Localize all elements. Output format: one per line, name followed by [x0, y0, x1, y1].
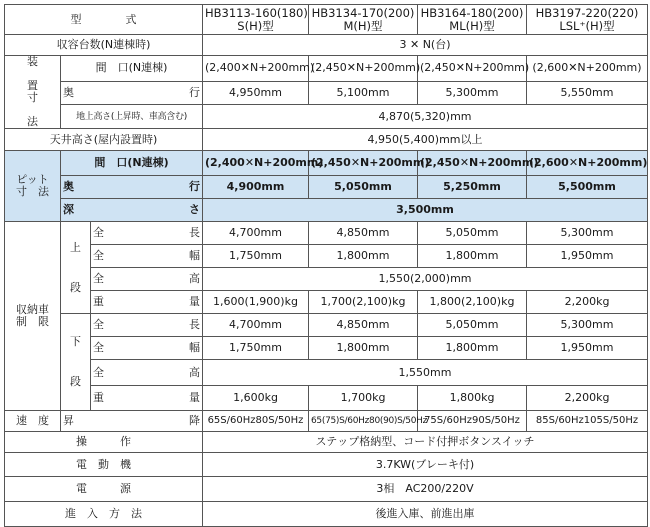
spec-table — [4, 4, 648, 527]
upper-weight-row — [5, 291, 648, 314]
label-char: 奥 — [63, 180, 130, 193]
device-frontage-row — [5, 56, 648, 82]
value-cell: (2,400✕N+200mm) — [203, 151, 309, 176]
label-char: 幅 — [189, 341, 200, 354]
value-cell: 5,300mm — [527, 222, 648, 245]
label-char: 奥 — [63, 86, 130, 100]
device-depth-label — [61, 81, 203, 105]
pit-deep-value: 3,500mm — [203, 199, 648, 222]
value-cell: 5,300mm — [418, 81, 527, 105]
lower-length-row — [5, 314, 648, 337]
label-char: 間 — [95, 61, 107, 75]
label-char: 量 — [189, 391, 200, 404]
vehicle-limit-group — [5, 222, 61, 411]
capacity-label: 収容台数(N連棟時) — [5, 35, 203, 56]
label-char: 降 — [189, 414, 200, 427]
lower-width-label — [91, 337, 203, 360]
group-char: 法 — [27, 115, 38, 128]
tier-char: 段 — [70, 375, 81, 388]
lower-height-row — [5, 360, 648, 386]
label-char: 高 — [189, 365, 200, 379]
value-cell: 4,700mm — [203, 314, 309, 337]
label-char: 間 — [94, 156, 106, 169]
value-cell: 4,850mm — [309, 222, 418, 245]
label-char: 重 — [93, 295, 145, 308]
tier-char: 段 — [70, 280, 81, 294]
label-char: 長 — [189, 318, 200, 331]
label-char: 全 — [93, 272, 145, 285]
label-char: 全 — [93, 318, 145, 331]
group-text: 寸 法 — [16, 185, 49, 198]
value-cell: 5,100mm — [309, 81, 418, 105]
device-frontage-label — [61, 56, 203, 82]
value-cell: 5,050mm — [309, 176, 418, 199]
value-cell: 75S/60Hz90S/50Hz — [418, 411, 527, 432]
pit-deep-row — [5, 199, 648, 222]
value-cell: 1,700kg — [309, 386, 418, 411]
value-cell: (2,600✕N+200mm) — [527, 56, 648, 82]
capacity-row — [5, 35, 648, 56]
model-code: HB3164-180(200) — [420, 5, 524, 20]
label-char: さ — [189, 203, 200, 216]
model-s — [203, 5, 309, 35]
tier-char: 上 — [70, 240, 81, 254]
model-type: ML(H)型 — [449, 18, 495, 33]
value-cell: 1,800(2,100)kg — [418, 291, 527, 314]
motor-value: 3.7KW(ブレーキ付) — [203, 453, 648, 477]
value-cell: 1,800kg — [418, 386, 527, 411]
upper-height-value: 1,550(2,000)mm — [203, 268, 648, 291]
value-cell: (2,400✕N+200mm) — [203, 56, 309, 82]
label-char: 全 — [93, 226, 145, 239]
upper-weight-label — [91, 291, 203, 314]
upper-length-label — [91, 222, 203, 245]
power-row — [5, 477, 648, 502]
value-cell: 5,050mm — [418, 314, 527, 337]
value-cell: 4,850mm — [309, 314, 418, 337]
value-cell: 5,250mm — [418, 176, 527, 199]
power-value: 3相 AC200/220V — [203, 477, 648, 502]
label-char: 高 — [189, 272, 200, 285]
value-cell: 65S/60Hz80S/50Hz — [203, 411, 309, 432]
label-char: 全 — [93, 365, 145, 379]
model-lsl — [527, 5, 648, 35]
upper-height-row — [5, 268, 648, 291]
group-char: 寸 — [27, 91, 38, 104]
device-height-value: 4,870(5,320)mm — [203, 105, 648, 129]
entry-label: 進 入 方 法 — [5, 502, 203, 527]
upper-width-row — [5, 245, 648, 268]
value-cell: 5,300mm — [527, 314, 648, 337]
device-depth-row — [5, 81, 648, 105]
value-cell: 1,800mm — [418, 337, 527, 360]
model-label-shiki: 式 — [125, 12, 137, 26]
ceiling-label: 天井高さ(屋内設置時) — [5, 129, 203, 151]
entry-value: 後進入庫、前進出庫 — [203, 502, 648, 527]
lower-weight-label — [91, 386, 203, 411]
lower-weight-row — [5, 386, 648, 411]
model-label-kata: 型 — [70, 12, 82, 26]
motor-row — [5, 453, 648, 477]
pit-depth-row — [5, 176, 648, 199]
tier-char: 下 — [70, 335, 81, 348]
operation-value: ステップ格納型、コード付押ボタンスイッチ — [203, 432, 648, 453]
group-char: 置 — [27, 79, 38, 92]
device-dimension-group — [5, 56, 61, 129]
label-text: 口(N連棟) — [116, 156, 169, 169]
label-char: 量 — [189, 295, 200, 308]
ceiling-value: 4,950(5,400)mm以上 — [203, 129, 648, 151]
lower-tier-label — [61, 314, 91, 411]
value-cell: 2,200kg — [527, 291, 648, 314]
lower-height-label — [91, 360, 203, 386]
value-cell: (2,600✕N+200mm) — [527, 151, 648, 176]
model-type: LSL⁺(H)型 — [559, 18, 615, 33]
label-char: 全 — [93, 341, 145, 354]
entry-row — [5, 502, 648, 527]
operation-label: 操 作 — [5, 432, 203, 453]
group-text: 制 限 — [16, 315, 49, 328]
speed-label: 速 度 — [5, 411, 61, 432]
model-type: M(H)型 — [343, 18, 383, 33]
value-cell: 1,600kg — [203, 386, 309, 411]
pit-deep-label — [61, 199, 203, 222]
value-cell: 4,700mm — [203, 222, 309, 245]
value-cell: 1,800mm — [309, 245, 418, 268]
model-header-cell — [5, 5, 203, 35]
upper-length-row — [5, 222, 648, 245]
label-text: 口(N連棟) — [117, 61, 168, 75]
label-char: 幅 — [189, 249, 200, 262]
device-height-label: 地上高さ(上昇時、車高含む) — [61, 105, 203, 129]
label-char: 全 — [93, 249, 145, 262]
upper-width-label — [91, 245, 203, 268]
value-cell: 1,750mm — [203, 245, 309, 268]
value-cell: 1,700(2,100)kg — [309, 291, 418, 314]
header-row — [5, 5, 648, 35]
value-cell: 1,600(1,900)kg — [203, 291, 309, 314]
value-cell: (2,450✕N+200mm) — [418, 56, 527, 82]
value-cell: 5,050mm — [418, 222, 527, 245]
value-cell: (2,450✕N+200mm) — [418, 151, 527, 176]
value-cell: 1,950mm — [527, 337, 648, 360]
value-cell: 65(75)S/60Hz80(90)S/50Hz — [309, 411, 418, 432]
model-code: HB3197-220(220) — [535, 5, 639, 20]
group-char: 装 — [27, 55, 38, 68]
lower-width-row — [5, 337, 648, 360]
value-cell: 1,800mm — [309, 337, 418, 360]
operation-row — [5, 432, 648, 453]
power-label: 電 源 — [5, 477, 203, 502]
value-cell: 5,550mm — [527, 81, 648, 105]
value-cell: 1,750mm — [203, 337, 309, 360]
pit-depth-label — [61, 176, 203, 199]
model-code: HB3113-160(180) — [205, 5, 308, 20]
lower-length-label — [91, 314, 203, 337]
label-char: 長 — [189, 226, 200, 239]
value-cell: (2,450✕N+200mm) — [309, 151, 418, 176]
pit-frontage-label — [61, 151, 203, 176]
label-char: 昇 — [63, 414, 130, 427]
device-height-row — [5, 105, 648, 129]
upper-height-label — [91, 268, 203, 291]
label-char: 行 — [189, 180, 200, 193]
label-char: 行 — [189, 86, 200, 100]
value-cell: (2,450✕N+200mm) — [309, 56, 418, 82]
value-cell: 5,500mm — [527, 176, 648, 199]
lower-height-value: 1,550mm — [203, 360, 648, 386]
model-code: HB3134-170(200) — [311, 5, 415, 20]
upper-tier-label — [61, 222, 91, 314]
group-text: ピット — [16, 173, 49, 186]
speed-row — [5, 411, 648, 432]
group-text: 収納車 — [16, 303, 49, 316]
pit-frontage-row — [5, 151, 648, 176]
pit-dimension-group — [5, 151, 61, 222]
capacity-value: 3 ✕ N(台) — [203, 35, 648, 56]
model-m — [309, 5, 418, 35]
speed-lift-label — [61, 411, 203, 432]
ceiling-row — [5, 129, 648, 151]
label-char: 重 — [93, 391, 145, 404]
spec-sheet — [4, 4, 648, 527]
label-char: 深 — [63, 203, 130, 216]
value-cell: 2,200kg — [527, 386, 648, 411]
value-cell: 4,950mm — [203, 81, 309, 105]
value-cell: 85S/60Hz105S/50Hz — [527, 411, 648, 432]
value-cell: 1,950mm — [527, 245, 648, 268]
model-type: S(H)型 — [237, 18, 274, 33]
model-ml — [418, 5, 527, 35]
motor-label: 電 動 機 — [5, 453, 203, 477]
value-cell: 1,800mm — [418, 245, 527, 268]
value-cell: 4,900mm — [203, 176, 309, 199]
